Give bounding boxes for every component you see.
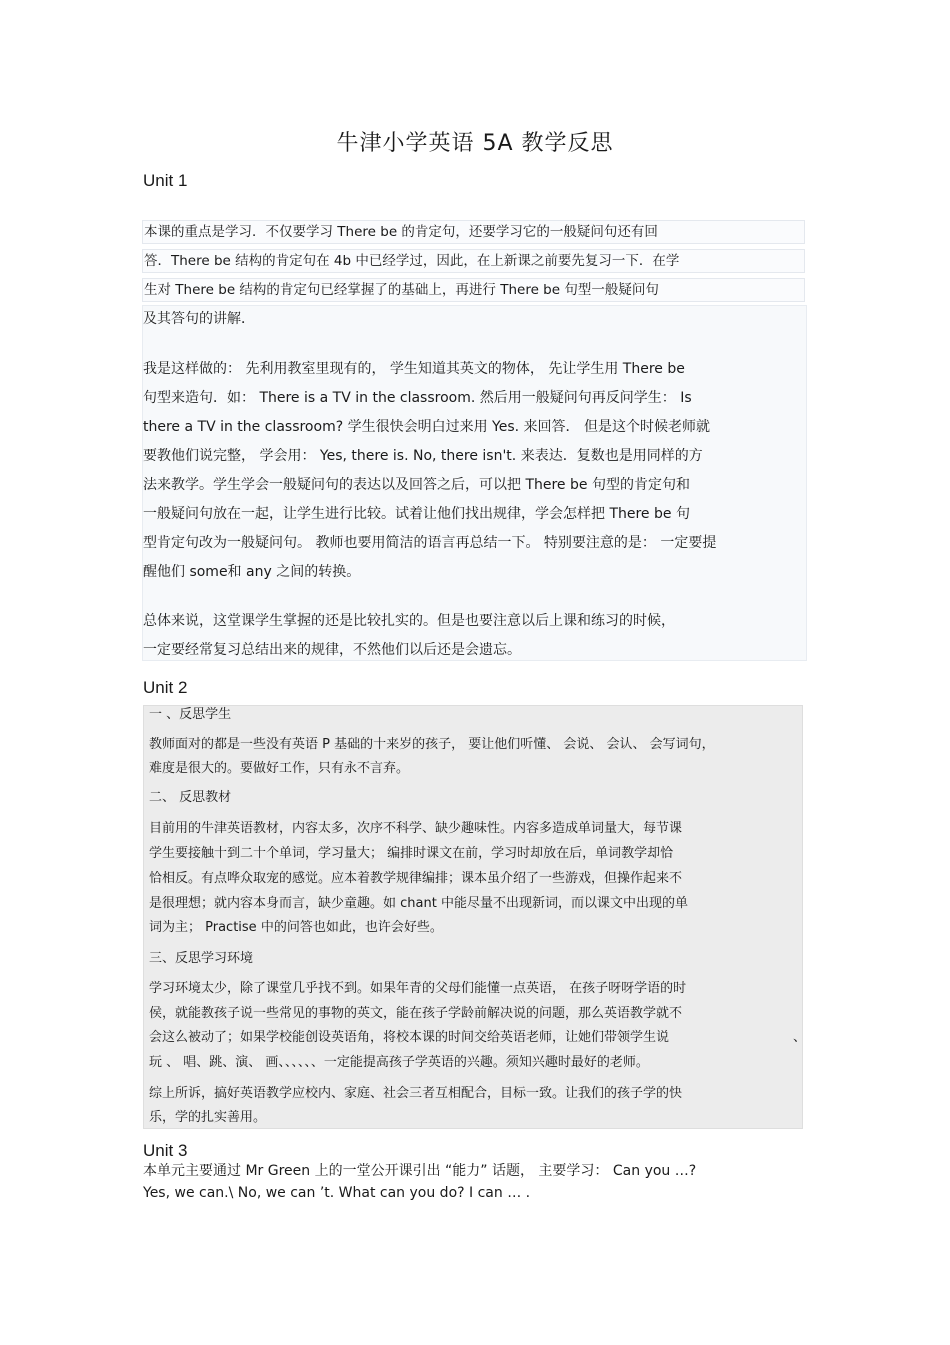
unit2-line: 是很理想；就内容本身而言，缺少童趣。如 chant 中能尽量不出现新词，而以课文中出现的单 xyxy=(149,896,688,911)
unit1-paragraph-line: 醒他们 some和 any 之间的转换。 xyxy=(143,564,361,580)
unit2-line: 恰相反。有点哗众取宠的感觉。应本着教学规律编排；课本虽介绍了一些游戏，但操作起来不 xyxy=(149,871,683,886)
unit2-line: 目前用的牛津英语教材，内容太多，次序不科学、缺少趣味性。内容多造成单词量大，每节课 xyxy=(149,821,683,836)
unit2-trailing-mark: 、 xyxy=(793,1030,807,1045)
unit1-boxed-line: 本课的重点是学习．不仅要学习 There be 的肯定句，还要学习它的一般疑问句还有回 xyxy=(142,220,805,244)
unit1-boxed-line: 生对 There be 结构的肯定句已经掌握了的基础上，再进行 There be 句型一般疑问句 xyxy=(142,278,805,302)
unit1-paragraph-line: 一定要经常复习总结出来的规律，不然他们以后还是会遗忘。 xyxy=(143,642,521,658)
unit2-section-heading: 三、反思学习环境 xyxy=(149,951,254,966)
unit1-paragraph-line: there a TV in the classroom? 学生很快会明白过来用 Yes. 来回答． 但是这个时候老师就 xyxy=(143,419,710,435)
unit1-paragraph-line: 及其答句的讲解． xyxy=(143,311,255,327)
unit3-line: Yes, we can.\ No, we can ’t. What can you do? I can … . xyxy=(143,1185,531,1201)
unit1-paragraph-line: 句型来造句．如： There is a TV in the classroom. 然后用一般疑问句再反问学生： Is xyxy=(143,390,692,406)
unit2-line: 乐，学的扎实善用。 xyxy=(149,1110,267,1125)
unit1-paragraph-line: 型肯定句改为一般疑问句。 教师也要用简洁的语言再总结一下。 特别要注意的是： 一定要提 xyxy=(143,535,717,551)
unit2-line: 学生要接触十到二十个单词，学习量大； 编排时课文在前，学习时却放在后，单词教学却恰 xyxy=(149,846,674,861)
unit1-paragraph-line: 要教他们说完整， 学会用： Yes, there is. No, there isn't. 来表达．复数也是用同样的方 xyxy=(143,448,703,464)
unit1-boxed-line: 答．There be 结构的肯定句在 4b 中已经学过，因此，在上新课之前要先复习一下．在学 xyxy=(142,249,805,273)
unit2-heading: Unit 2 xyxy=(143,678,188,697)
unit2-section-heading: 一 、反思学生 xyxy=(149,707,232,722)
unit2-line: 难度是很大的。要做好工作，只有永不言弃。 xyxy=(149,761,410,776)
document-title: 牛津小学英语 5A 教学反思 xyxy=(336,131,614,156)
unit1-paragraph-line: 一般疑问句放在一起，让学生进行比较。试着让他们找出规律，学会怎样把 There be 句 xyxy=(143,506,690,522)
unit1-paragraph-line: 法来教学。学生学会一般疑问句的表达以及回答之后，可以把 There be 句型的肯定句和 xyxy=(143,477,690,493)
unit2-line: 会这么被动了；如果学校能创设英语角，将校本课的时间交给英语老师，让她们带领学生说 xyxy=(149,1030,670,1045)
unit2-line: 词为主； Practise 中的问答也如此，也许会好些。 xyxy=(149,920,443,935)
unit2-line: 玩 、 唱、跳、演、 画、、、、、、一定能提高孩子学英语的兴趣。须知兴趣时最好的老师。 xyxy=(149,1055,649,1070)
unit3-heading: Unit 3 xyxy=(143,1141,188,1160)
unit2-line: 侯，就能教孩子说一些常见的事物的英文，能在孩子学龄前解决说的问题，那么英语教学就不 xyxy=(149,1006,683,1021)
unit2-line: 教师面对的都是一些没有英语 P 基础的十来岁的孩子， 要让他们听懂、 会说、 会认、 会写词句， xyxy=(149,737,715,752)
unit1-paragraph-line: 总体来说，这堂课学生掌握的还是比较扎实的。但是也要注意以后上课和练习的时候， xyxy=(143,613,675,629)
unit2-line: 学习环境太少，除了课堂几乎找不到。如果年青的父母们能懂一点英语， 在孩子呀呀学语的时 xyxy=(149,981,687,996)
unit1-heading: Unit 1 xyxy=(143,171,188,190)
unit2-section-heading: 二、 反思教材 xyxy=(149,790,232,805)
unit2-line: 综上所诉，搞好英语教学应校内、家庭、社会三者互相配合，目标一致。让我们的孩子学的快 xyxy=(149,1086,683,1101)
unit1-paragraph-line: 我是这样做的： 先利用教室里现有的， 学生知道其英文的物体， 先让学生用 There be xyxy=(143,361,685,377)
unit3-line: 本单元主要通过 Mr Green 上的一堂公开课引出 “能力” 话题， 主要学习： Can you …? xyxy=(143,1163,697,1179)
